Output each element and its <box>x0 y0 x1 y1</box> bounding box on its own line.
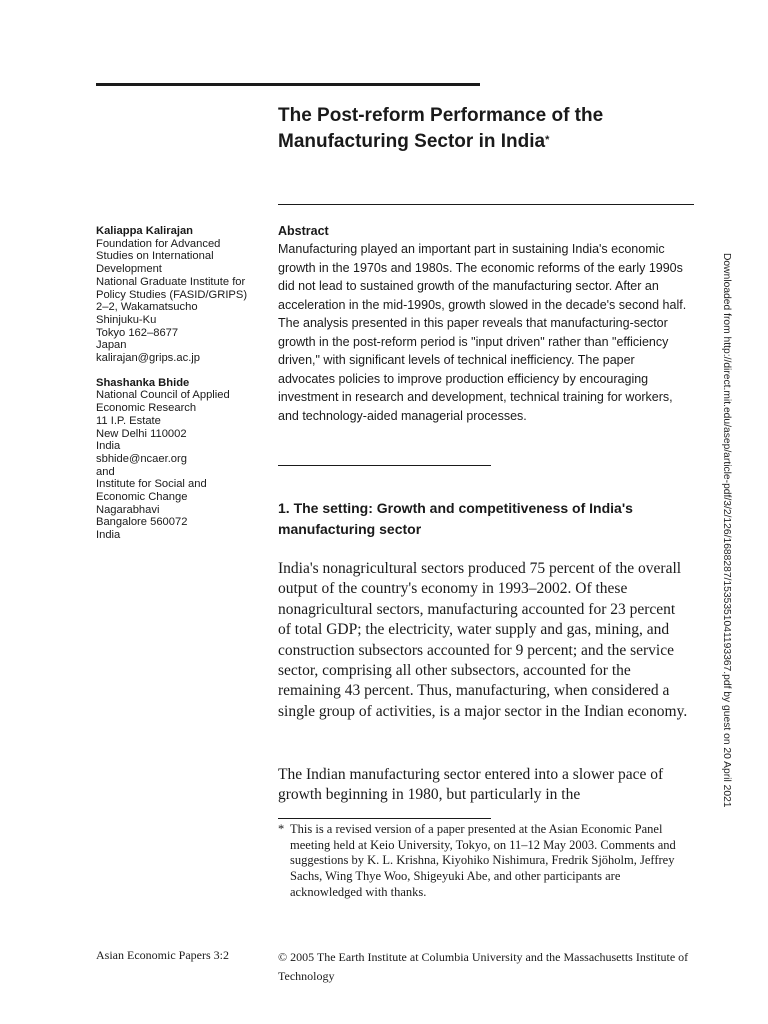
footnote-rule <box>278 818 491 819</box>
author-email: kalirajan@grips.ac.jp <box>96 352 201 365</box>
affiliation-line: Shinjuku-Ku <box>96 313 157 326</box>
affiliation-line: India <box>96 440 121 453</box>
footnote-text: This is a revised version of a paper presented at the Asian Economic Panel meeting held at Keio University, Tokyo, on 11–12 May 2003. Comments and suggestions by K. L. Krishna, Kiyohiko Nishimura, Fredrik Sjöholm, Jeffrey Sachs, Wing Thye Woo, Shigeyuki Abe, and other participants are acknowledged with thanks. <box>290 822 676 899</box>
affiliation-line: Economic Research <box>96 402 197 415</box>
author-block <box>96 377 272 542</box>
affiliation-line: Policy Studies (FASID/GRIPS) <box>96 288 248 301</box>
author-name: Kaliappa Kalirajan <box>96 225 193 237</box>
footnote-marker: * <box>278 822 285 836</box>
body-paragraph: The Indian manufacturing sector entered into a slower pace of growth beginning in 1980, but particularly in the <box>278 766 664 804</box>
affiliation-line: Economic Change <box>96 491 188 504</box>
affiliation-line: Institute for Social and <box>96 478 207 491</box>
title-footnote-marker: * <box>545 134 550 146</box>
title-bottom-rule <box>278 204 694 205</box>
journal-citation: Asian Economic Papers 3:2 <box>96 948 229 962</box>
affiliation-line: National Graduate Institute for <box>96 275 246 288</box>
copyright-notice: © 2005 The Earth Institute at Columbia University and the Massachusetts Institute of Technology <box>278 950 689 983</box>
paper-title <box>278 103 698 155</box>
affiliation-line: India <box>96 529 121 542</box>
abstract-bottom-rule <box>278 465 491 466</box>
affiliation-line: Tokyo 162–8677 <box>96 326 179 339</box>
affiliation-line: and <box>96 465 115 478</box>
affiliation-line: 11 I.P. Estate <box>96 414 161 427</box>
affiliation-line: Nagarabhavi <box>96 503 160 516</box>
download-sidenote: Downloaded from http://direct.mit.edu/asep/article-pdf/3/2/126/1688287/1535351041193367.pdf by guest on 20 April 2021 <box>721 253 732 808</box>
body-paragraph: India's nonagricultural sectors produced 75 percent of the overall output of the country's economy in 1993–2002. Of these nonagricultural sectors, manufacturing accounted for 23 percent of total GDP; the electricity, water supply and gas, mining, and construction subsectors accounted for 9 percent; and the service sector, comprising all other subsectors, accounted for the remaining 43 percent. Thus, manufacturing, when considered a single group of activities, is a major sector in the Indian economy. <box>278 560 688 720</box>
affiliation-line: New Delhi 110002 <box>96 427 187 440</box>
affiliation-line: Development <box>96 263 162 276</box>
top-rule <box>96 83 480 86</box>
affiliation-line: Japan <box>96 339 127 352</box>
affiliation-line: Bangalore 560072 <box>96 516 188 529</box>
affiliation-line: National Council of Applied <box>96 389 230 402</box>
affiliation-line: Studies on International <box>96 250 214 263</box>
author-name: Shashanka Bhide <box>96 376 190 389</box>
abstract-heading: Abstract <box>278 224 329 238</box>
affiliation-line: 2–2, Wakamatsucho <box>96 301 198 314</box>
author-block <box>96 225 272 365</box>
section-heading: 1. The setting: Growth and competitiveness of India's manufacturing sector <box>278 500 633 537</box>
abstract-text: Manufacturing played an important part in sustaining India's economic growth in the 1970s and 1980s. The economic reforms of the early 1990s did not lead to sustained growth of the manufacturing sector. After an acceleration in the mid-1990s, growth slowed in the decade's second half. The analysis presented in this paper reveals that manufacturing-sector growth in the post-reform period is "input driven" rather than "efficiency driven," with significant levels of technical inefficiency. The paper advocates policies to improve production efficiency by encouraging investment in research and development, technical training for workers, and technology-aided managerial processes. <box>278 242 687 423</box>
author-email: sbhide@ncaer.org <box>96 452 187 465</box>
author-affiliations <box>96 225 272 554</box>
footnote <box>278 822 692 901</box>
paper-title-text: The Post-reform Performance of the Manufacturing Sector in India <box>278 105 604 152</box>
affiliation-line: Foundation for Advanced <box>96 237 221 250</box>
